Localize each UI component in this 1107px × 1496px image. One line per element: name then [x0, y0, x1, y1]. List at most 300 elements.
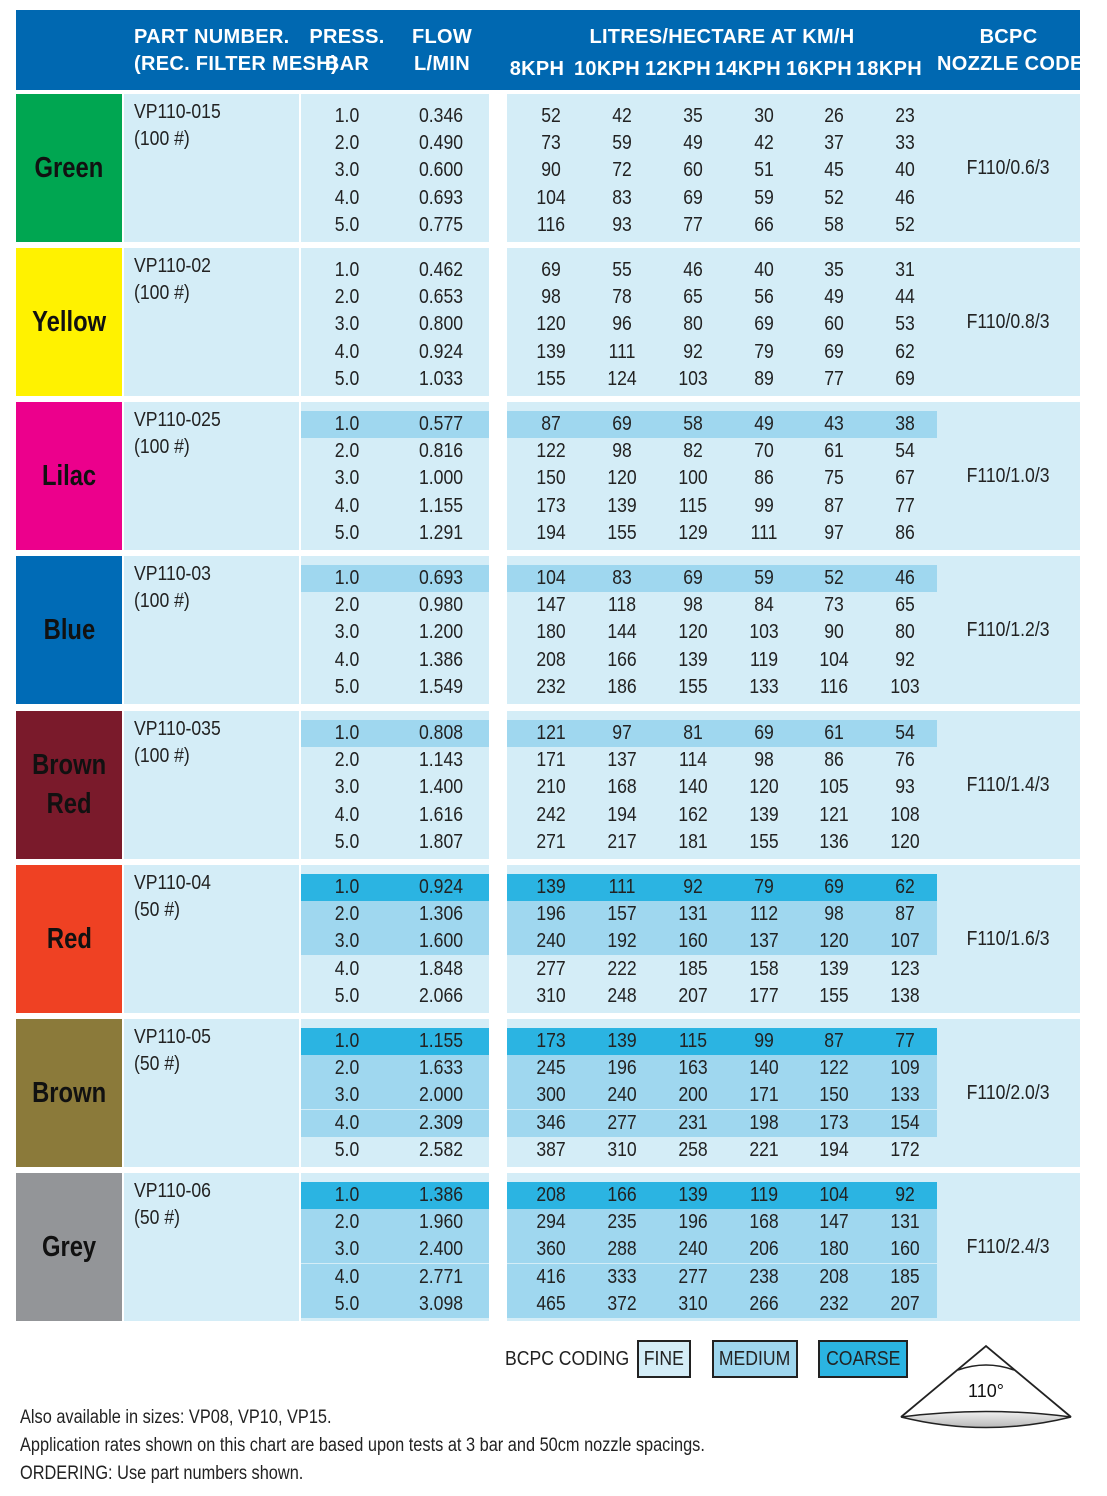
- rates-line: [507, 565, 937, 592]
- flow-value: 0.924: [418, 876, 464, 898]
- filter-mesh: (50 #): [134, 1207, 180, 1229]
- color-name: Yellow: [31, 305, 107, 338]
- rate-value: 210: [536, 776, 566, 798]
- pressure-flow-line: [301, 130, 489, 157]
- rate-value: 31: [895, 259, 915, 281]
- rate-value: 52: [824, 567, 844, 589]
- pressure-flow-line: [301, 674, 489, 701]
- rate-value: 43: [824, 413, 844, 435]
- rate-value: 60: [683, 159, 703, 181]
- rate-value: 180: [536, 621, 566, 643]
- pressure-value: 4.0: [334, 1112, 360, 1134]
- rate-value: 90: [824, 621, 844, 643]
- rate-value: 208: [536, 649, 566, 671]
- flow-value: 1.960: [418, 1211, 464, 1233]
- rate-value: 80: [683, 313, 703, 335]
- rate-value: 139: [819, 958, 849, 980]
- flow-value: 1.033: [418, 368, 464, 390]
- rate-value: 53: [895, 313, 915, 335]
- nozzle-code-header: NOZZLE CODE: [937, 53, 1084, 75]
- angle-label: 110°: [968, 1381, 1004, 1401]
- rates-line: [507, 1110, 937, 1137]
- rate-value: 103: [678, 368, 708, 390]
- rate-value: 35: [683, 105, 703, 127]
- nozzle-code: F110/1.0/3: [967, 464, 1050, 487]
- rate-value: 86: [895, 522, 915, 544]
- pressure-flow-line: [301, 592, 489, 619]
- legend-fine: [637, 1340, 691, 1378]
- color-name: Blue: [43, 613, 95, 646]
- rate-value: 69: [541, 259, 561, 281]
- rate-value: 206: [749, 1238, 779, 1260]
- rate-value: 232: [536, 676, 566, 698]
- pressure-flow-line: [301, 366, 489, 393]
- rate-value: 46: [683, 259, 703, 281]
- rate-value: 59: [612, 132, 632, 154]
- flow-value: 2.066: [418, 985, 464, 1007]
- rates-line: [507, 185, 937, 212]
- rate-value: 52: [895, 214, 915, 236]
- flow-value: 0.693: [418, 567, 464, 589]
- rate-value: 103: [890, 676, 920, 698]
- rate-value: 180: [819, 1238, 849, 1260]
- rate-value: 294: [536, 1211, 566, 1233]
- rate-value: 100: [678, 467, 708, 489]
- rates-line: [507, 619, 937, 646]
- rate-value: 104: [819, 649, 849, 671]
- rate-value: 65: [683, 286, 703, 308]
- color-swatch: [16, 865, 122, 1013]
- rates-line: [507, 674, 937, 701]
- pressure-flow-line: [301, 1182, 489, 1209]
- rates-line: [507, 284, 937, 311]
- nozzle-code: F110/0.8/3: [967, 310, 1050, 333]
- rate-value: 242: [536, 804, 566, 826]
- rates-line: [507, 493, 937, 520]
- rate-value: 77: [895, 1030, 915, 1052]
- filter-mesh: (100 #): [134, 128, 190, 150]
- filter-mesh: (100 #): [134, 745, 190, 767]
- rate-value: 86: [754, 467, 774, 489]
- rate-value: 208: [819, 1266, 849, 1288]
- rate-value: 124: [607, 368, 637, 390]
- rate-value: 98: [754, 749, 774, 771]
- pressure-value: 5.0: [334, 831, 360, 853]
- flow-value: 1.400: [418, 776, 464, 798]
- rate-value: 238: [749, 1266, 779, 1288]
- rates-line: [507, 928, 937, 955]
- rate-value: 87: [895, 903, 915, 925]
- nozzle-code: F110/1.6/3: [967, 927, 1050, 950]
- rate-value: 131: [890, 1211, 920, 1233]
- rate-value: 194: [607, 804, 637, 826]
- pressure-value: 3.0: [334, 1238, 360, 1260]
- rate-value: 137: [607, 749, 637, 771]
- rate-value: 62: [895, 876, 915, 898]
- rates-header: LITRES/HECTARE AT KM/H: [589, 26, 855, 48]
- rate-value: 115: [678, 1030, 708, 1052]
- pressure-flow-line: [301, 212, 489, 239]
- rate-value: 87: [824, 495, 844, 517]
- rate-value: 120: [890, 831, 920, 853]
- rate-value: 54: [895, 440, 915, 462]
- nozzle-row: [16, 556, 1080, 704]
- rate-value: 140: [749, 1057, 779, 1079]
- rate-value: 245: [536, 1057, 566, 1079]
- pressure-flow-line: [301, 339, 489, 366]
- pressure-flow-line: [301, 956, 489, 983]
- flow-value: 0.600: [418, 159, 464, 181]
- pressure-flow-cell: [301, 711, 489, 859]
- pressure-value: 2.0: [334, 132, 360, 154]
- color-name: Brown: [32, 1076, 106, 1109]
- rate-value: 139: [536, 876, 566, 898]
- spray-pattern-shape: [901, 1412, 1071, 1428]
- rate-value: 129: [678, 522, 708, 544]
- rate-value: 92: [895, 649, 915, 671]
- rate-value: 98: [612, 440, 632, 462]
- rate-value: 122: [819, 1057, 849, 1079]
- rate-value: 105: [819, 776, 849, 798]
- rate-value: 69: [683, 187, 703, 209]
- rate-value: 49: [824, 286, 844, 308]
- rate-value: 67: [895, 467, 915, 489]
- nozzle-row: [16, 402, 1080, 550]
- pressure-flow-line: [301, 1209, 489, 1236]
- flow-value: 0.808: [418, 722, 464, 744]
- rate-value: 92: [895, 1184, 915, 1206]
- rate-value: 79: [754, 341, 774, 363]
- rate-value: 103: [749, 621, 779, 643]
- rates-line: [507, 720, 937, 747]
- color-swatch: [16, 1173, 122, 1321]
- rate-value: 77: [824, 368, 844, 390]
- rate-value: 120: [749, 776, 779, 798]
- rate-value: 240: [607, 1084, 637, 1106]
- rate-value: 58: [824, 214, 844, 236]
- pressure-value: 2.0: [334, 594, 360, 616]
- color-name: Brown Red: [32, 749, 106, 820]
- rate-value: 157: [607, 903, 637, 925]
- rate-value: 81: [683, 722, 703, 744]
- rate-value: 231: [678, 1112, 708, 1134]
- rate-value: 121: [536, 722, 566, 744]
- rate-value: 104: [536, 567, 566, 589]
- pressure-flow-line: [301, 157, 489, 184]
- legend-coarse: [818, 1340, 908, 1378]
- rate-value: 181: [678, 831, 708, 853]
- rate-value: 217: [607, 831, 637, 853]
- rates-line: [507, 647, 937, 674]
- rate-value: 416: [536, 1266, 566, 1288]
- rate-value: 104: [536, 187, 566, 209]
- color-swatch: [16, 248, 122, 396]
- rate-value: 232: [819, 1293, 849, 1315]
- filter-mesh-header: (REC. FILTER MESH): [134, 53, 338, 75]
- flow-value: 0.800: [418, 313, 464, 335]
- rate-value: 120: [819, 930, 849, 952]
- legend-medium: [712, 1340, 798, 1378]
- rate-value: 72: [612, 159, 632, 181]
- pressure-flow-line: [301, 438, 489, 465]
- rate-value: 168: [607, 776, 637, 798]
- part-cell: [124, 556, 299, 704]
- pressure-flow-line: [301, 1236, 489, 1263]
- rate-value: 97: [612, 722, 632, 744]
- pressure-flow-line: [301, 829, 489, 856]
- rates-line: [507, 1291, 937, 1318]
- pressure-flow-cell: [301, 402, 489, 550]
- color-name: Green: [34, 151, 104, 184]
- pressure-value: 2.0: [334, 903, 360, 925]
- flow-value: 0.462: [418, 259, 464, 281]
- rates-cell: [507, 1019, 937, 1167]
- rate-value: 83: [612, 187, 632, 209]
- legend-coarse-label: COARSE: [825, 1347, 901, 1370]
- rate-value: 155: [607, 522, 637, 544]
- rate-value: 75: [824, 467, 844, 489]
- rate-value: 69: [754, 313, 774, 335]
- part-number: VP110-025: [134, 409, 221, 431]
- part-cell: [124, 711, 299, 859]
- flow-value: 1.155: [418, 1030, 464, 1052]
- filter-mesh: (100 #): [134, 436, 190, 458]
- rate-value: 97: [824, 522, 844, 544]
- rate-value: 112: [749, 903, 779, 925]
- pressure-value: 5.0: [334, 368, 360, 390]
- rate-value: 87: [541, 413, 561, 435]
- rates-line: [507, 1028, 937, 1055]
- pressure-value: 5.0: [334, 214, 360, 236]
- rate-value: 116: [819, 676, 849, 698]
- rates-line: [507, 130, 937, 157]
- pressure-value: 2.0: [334, 749, 360, 771]
- rate-value: 93: [612, 214, 632, 236]
- rates-cell: [507, 248, 937, 396]
- nozzle-code-cell: [937, 1019, 1080, 1167]
- footer-sizes: Also available in sizes: VP08, VP10, VP15.: [20, 1407, 332, 1428]
- rate-value: 240: [678, 1238, 708, 1260]
- pressure-value: 2.0: [334, 1211, 360, 1233]
- rate-value: 155: [536, 368, 566, 390]
- pressure-value: 1.0: [334, 413, 360, 435]
- rate-value: 109: [890, 1057, 920, 1079]
- rate-value: 51: [754, 159, 774, 181]
- rate-value: 138: [890, 985, 920, 1007]
- spray-angle-diagram: [896, 1340, 1076, 1440]
- rate-value: 120: [678, 621, 708, 643]
- rate-value: 240: [536, 930, 566, 952]
- rate-value: 98: [683, 594, 703, 616]
- pressure-flow-line: [301, 411, 489, 438]
- rate-value: 147: [819, 1211, 849, 1233]
- nozzle-code-cell: [937, 865, 1080, 1013]
- flow-value: 0.693: [418, 187, 464, 209]
- part-number: VP110-06: [134, 1180, 211, 1202]
- rate-value: 59: [754, 187, 774, 209]
- rates-line: [507, 438, 937, 465]
- angle-arc: [958, 1365, 1014, 1370]
- speed-header-12: 12KPH: [645, 58, 711, 80]
- rate-value: 166: [607, 649, 637, 671]
- rate-value: 92: [683, 876, 703, 898]
- rates-line: [507, 592, 937, 619]
- nozzle-row: [16, 1173, 1080, 1321]
- rate-value: 172: [890, 1139, 920, 1161]
- rates-cell: [507, 1173, 937, 1321]
- rate-value: 177: [749, 985, 779, 1007]
- pressure-value: 5.0: [334, 985, 360, 1007]
- pressure-value: 1.0: [334, 1184, 360, 1206]
- rate-value: 42: [754, 132, 774, 154]
- nozzle-code-cell: [937, 711, 1080, 859]
- rates-line: [507, 465, 937, 492]
- rate-value: 222: [607, 958, 637, 980]
- rate-value: 69: [824, 876, 844, 898]
- rate-value: 200: [678, 1084, 708, 1106]
- rates-line: [507, 1209, 937, 1236]
- rates-line: [507, 901, 937, 928]
- footer-ordering: ORDERING: Use part numbers shown.: [20, 1463, 304, 1484]
- pressure-flow-line: [301, 103, 489, 130]
- rates-line: [507, 1082, 937, 1109]
- rate-value: 119: [749, 649, 779, 671]
- rate-value: 99: [754, 495, 774, 517]
- pressure-value: 4.0: [334, 958, 360, 980]
- rate-value: 258: [678, 1139, 708, 1161]
- rate-value: 115: [678, 495, 708, 517]
- rate-value: 186: [607, 676, 637, 698]
- rate-value: 92: [683, 341, 703, 363]
- rate-value: 196: [536, 903, 566, 925]
- rate-value: 107: [890, 930, 920, 952]
- pressure-flow-line: [301, 619, 489, 646]
- color-swatch: [16, 1019, 122, 1167]
- footer-rates-note: Application rates shown on this chart are based upon tests at 3 bar and 50cm nozzle spacings.: [20, 1435, 705, 1456]
- rate-value: 150: [536, 467, 566, 489]
- rate-value: 185: [890, 1266, 920, 1288]
- flow-value: 0.653: [418, 286, 464, 308]
- pressure-flow-cell: [301, 1019, 489, 1167]
- rate-value: 333: [607, 1266, 637, 1288]
- rate-value: 89: [754, 368, 774, 390]
- rate-value: 277: [678, 1266, 708, 1288]
- rate-value: 104: [819, 1184, 849, 1206]
- pressure-flow-line: [301, 1082, 489, 1109]
- rates-line: [507, 983, 937, 1010]
- pressure-value: 5.0: [334, 1293, 360, 1315]
- part-cell: [124, 865, 299, 1013]
- color-swatch: [16, 556, 122, 704]
- rate-value: 40: [754, 259, 774, 281]
- speed-header-18: 18KPH: [856, 58, 922, 80]
- pressure-value: 3.0: [334, 776, 360, 798]
- part-cell: [124, 1173, 299, 1321]
- rate-value: 235: [607, 1211, 637, 1233]
- rate-value: 52: [541, 105, 561, 127]
- pressure-value: 2.0: [334, 440, 360, 462]
- rate-value: 61: [824, 440, 844, 462]
- color-name: Grey: [41, 1230, 97, 1263]
- rate-value: 171: [536, 749, 566, 771]
- pressure-unit-header: BAR: [324, 53, 370, 75]
- pressure-flow-line: [301, 565, 489, 592]
- flow-value: 2.400: [418, 1238, 464, 1260]
- rate-value: 99: [754, 1030, 774, 1052]
- pressure-flow-line: [301, 284, 489, 311]
- color-name: Lilac: [41, 459, 97, 492]
- rate-value: 58: [683, 413, 703, 435]
- rates-line: [507, 802, 937, 829]
- pressure-flow-line: [301, 311, 489, 338]
- rate-value: 173: [536, 1030, 566, 1052]
- rate-value: 160: [890, 1238, 920, 1260]
- rates-cell: [507, 865, 937, 1013]
- rate-value: 372: [607, 1293, 637, 1315]
- rate-value: 33: [895, 132, 915, 154]
- rate-value: 90: [541, 159, 561, 181]
- rate-value: 168: [749, 1211, 779, 1233]
- pressure-flow-line: [301, 774, 489, 801]
- rate-value: 155: [678, 676, 708, 698]
- rate-value: 120: [607, 467, 637, 489]
- rate-value: 173: [536, 495, 566, 517]
- pressure-flow-line: [301, 802, 489, 829]
- pressure-flow-line: [301, 257, 489, 284]
- table-header: [16, 10, 1084, 90]
- rate-value: 171: [749, 1084, 779, 1106]
- rate-value: 140: [678, 776, 708, 798]
- rates-line: [507, 520, 937, 547]
- rate-value: 98: [541, 286, 561, 308]
- rate-value: 139: [607, 495, 637, 517]
- nozzle-row: [16, 94, 1080, 242]
- rate-value: 360: [536, 1238, 566, 1260]
- pressure-value: 3.0: [334, 313, 360, 335]
- pressure-value: 1.0: [334, 567, 360, 589]
- rate-value: 277: [536, 958, 566, 980]
- nozzle-row: [16, 248, 1080, 396]
- rate-value: 194: [536, 522, 566, 544]
- rate-value: 61: [824, 722, 844, 744]
- rate-value: 150: [819, 1084, 849, 1106]
- rate-value: 207: [890, 1293, 920, 1315]
- rate-value: 465: [536, 1293, 566, 1315]
- nozzle-row: [16, 1019, 1080, 1167]
- nozzle-code-cell: [937, 248, 1080, 396]
- pressure-flow-line: [301, 1137, 489, 1164]
- pressure-flow-line: [301, 1110, 489, 1137]
- pressure-value: 4.0: [334, 187, 360, 209]
- flow-value: 2.582: [418, 1139, 464, 1161]
- rate-value: 40: [895, 159, 915, 181]
- rate-value: 111: [608, 876, 636, 898]
- legend-medium-label: MEDIUM: [719, 1347, 791, 1370]
- rate-value: 76: [895, 749, 915, 771]
- rate-value: 139: [607, 1030, 637, 1052]
- pressure-flow-line: [301, 1028, 489, 1055]
- rate-value: 77: [895, 495, 915, 517]
- flow-value: 2.771: [418, 1266, 464, 1288]
- pressure-flow-line: [301, 901, 489, 928]
- nozzle-code: F110/2.0/3: [967, 1081, 1050, 1104]
- rate-value: 55: [612, 259, 632, 281]
- flow-value: 0.490: [418, 132, 464, 154]
- rate-value: 84: [754, 594, 774, 616]
- rate-value: 185: [678, 958, 708, 980]
- flow-value: 1.386: [418, 649, 464, 671]
- rate-value: 23: [895, 105, 915, 127]
